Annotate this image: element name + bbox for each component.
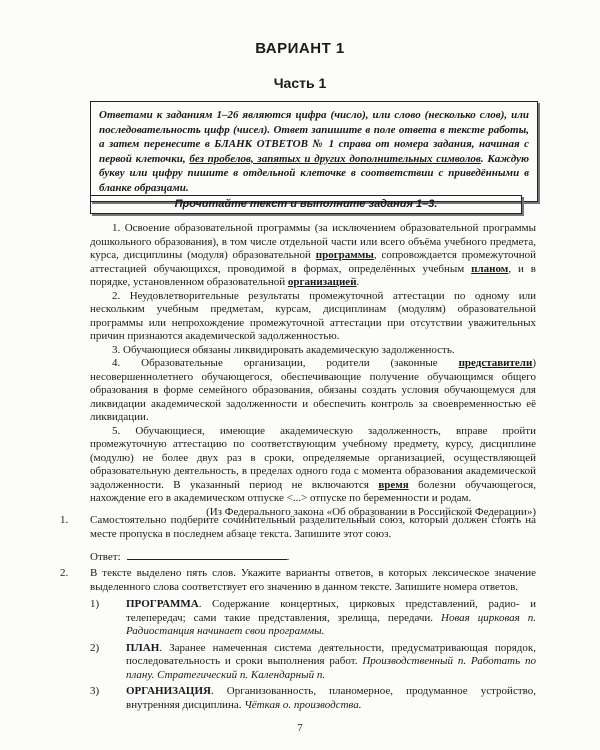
paragraph-4 — [90, 357, 536, 425]
task-1-body — [90, 514, 536, 565]
paragraph-1-part: , сопровождается промежуточной аттестацией обучающихся, проводимой в формах, определённых учебным — [90, 249, 537, 275]
read-text-header: Прочитайте текст и выполните задания 1–3. — [90, 195, 522, 214]
task-1-number: 1. — [60, 514, 69, 526]
page-number: 7 — [297, 722, 303, 734]
instructions-box — [90, 101, 538, 202]
option-number: 1) — [90, 598, 100, 610]
paragraph-5-part: болезни обучающегося, нахождение его в академическом отпуске <...> отпуске по беременности и родам. — [90, 478, 536, 504]
paragraph-2: 2. Неудовлетворительные результаты промежуточной аттестации по одному или нескольким учебным предметам, курсам, дисциплинам (модулям) образовательной программы или непрохождение промежуточной аттестации при отсутствии уважительных причин признаются академической задолженностью. — [90, 289, 536, 342]
answer-line[interactable] — [127, 549, 287, 560]
option-headword: ПРОГРАММА — [126, 598, 199, 610]
paragraph-5-part: 5. Обучающиеся, имеющие академическую задолженность, вправе пройти промежуточную аттестацию по соответствующим учебному предмету, курсу, дисциплине (модулю) не более двух раз в сроки, определяемые организацией, осуществляющей образовательную деятельность, в пределах одного года с момента образования академической задолженности. В указанный период не включаются — [90, 424, 536, 491]
paragraph-1-part: , и в порядке, установленном образовательной — [90, 262, 536, 288]
variant-title: ВАРИАНТ 1 — [255, 40, 345, 57]
paragraph-4-part: 4. Образовательные организации, родители (законные — [112, 357, 459, 369]
option-number: 3) — [90, 685, 100, 697]
answer-end: . — [286, 551, 290, 563]
instructions-underlined: без пробелов, запятых и других дополнительных символов — [189, 152, 481, 165]
task-1-text: Самостоятельно подберите сочинительный разделительный союз, который должен стоять на месте пропуска в последнем абзаце текста. Запишите этот союз. — [90, 514, 536, 540]
option-definition: . Содержание концертных, цирковых представлений, радио- и телепередач; сами такие представления, зрелища, передачи. — [126, 598, 536, 624]
option-definition: . Заранее намеченная система деятельности, предусматривающая порядок, последовательность и сроки выполнения работ. — [126, 641, 536, 667]
task-1-answer — [90, 549, 536, 565]
text-source: (Из Федерального закона «Об образовании в Российской Федерации») — [206, 505, 536, 518]
part-title: Часть 1 — [273, 75, 327, 91]
highlighted-word-organizaciey: организацией — [287, 276, 357, 288]
highlighted-word-planom: планом — [471, 262, 509, 275]
task-2 — [60, 567, 540, 717]
paragraph-1 — [90, 222, 536, 290]
task-2-text: В тексте выделено пять слов. Укажите варианты ответов, в которых лексическое значение выделенного слова соответствует его значению в данном тексте. Запишите номера ответов. — [90, 567, 536, 593]
option-1 — [90, 598, 536, 639]
task-2-options — [90, 598, 536, 712]
instructions-text-2: . Каждую букву или цифру пишите в отдельной клеточке в соответствии с приведёнными в бланке образцами. — [99, 152, 529, 194]
option-example: Производственный п. Работать по плану. Стратегический п. Календарный п. — [126, 655, 536, 681]
option-3 — [90, 685, 536, 712]
task-2-body — [90, 567, 536, 712]
paragraph-1-part: . — [356, 276, 360, 288]
paragraph-5 — [90, 425, 536, 506]
option-number: 2) — [90, 641, 100, 654]
instructions-text-1: Ответами к заданиям 1–26 являются цифра (число), или слово (несколько слов), или последовательность цифр (чисел). Ответ запишите в поле ответа в тексте работы, а затем перенесите в БЛАНК ОТВЕТОВ № 1 справа от номера задания, начиная с первой клеточки, — [99, 109, 529, 165]
option-example: Чёткая о. производства. — [244, 698, 362, 711]
answer-label: Ответ: — [90, 551, 121, 563]
highlighted-word-vremya: время — [378, 478, 409, 491]
highlighted-word-programmy: программы — [315, 249, 374, 261]
option-headword: ОРГАНИЗАЦИЯ — [126, 685, 211, 697]
task-1 — [60, 514, 540, 574]
paragraph-3: 3. Обучающиеся обязаны ликвидировать академическую задолженность. — [112, 343, 455, 356]
option-example: Новая цирковая п. Радиостанция начинает свои программы. — [126, 611, 537, 637]
task-2-number: 2. — [60, 567, 69, 579]
option-headword: ПЛАН — [126, 641, 160, 654]
reading-text — [90, 222, 536, 519]
paragraph-4-part: ) несовершеннолетнего обучающегося, обеспечивающие получение обучающимся общего образования в форме семейного образования, обязаны создать условия обучающемуся для ликвидации академической задолженности и обеспечить контроль за своевременностью её ликвидации. — [90, 357, 536, 423]
highlighted-word-predstaviteli: представители — [458, 357, 533, 369]
option-2 — [90, 642, 536, 683]
paragraph-1-part: 1. Освоение образовательной программы (за исключением образовательной программы дошкольного образования), в том числе отдельной части или всего объёма учебного предмета, курса, дисциплины (модуля) образовательной — [90, 222, 536, 261]
option-definition: . Организованность, планомерное, продуманное устройство, внутренняя дисциплина. — [126, 685, 536, 711]
